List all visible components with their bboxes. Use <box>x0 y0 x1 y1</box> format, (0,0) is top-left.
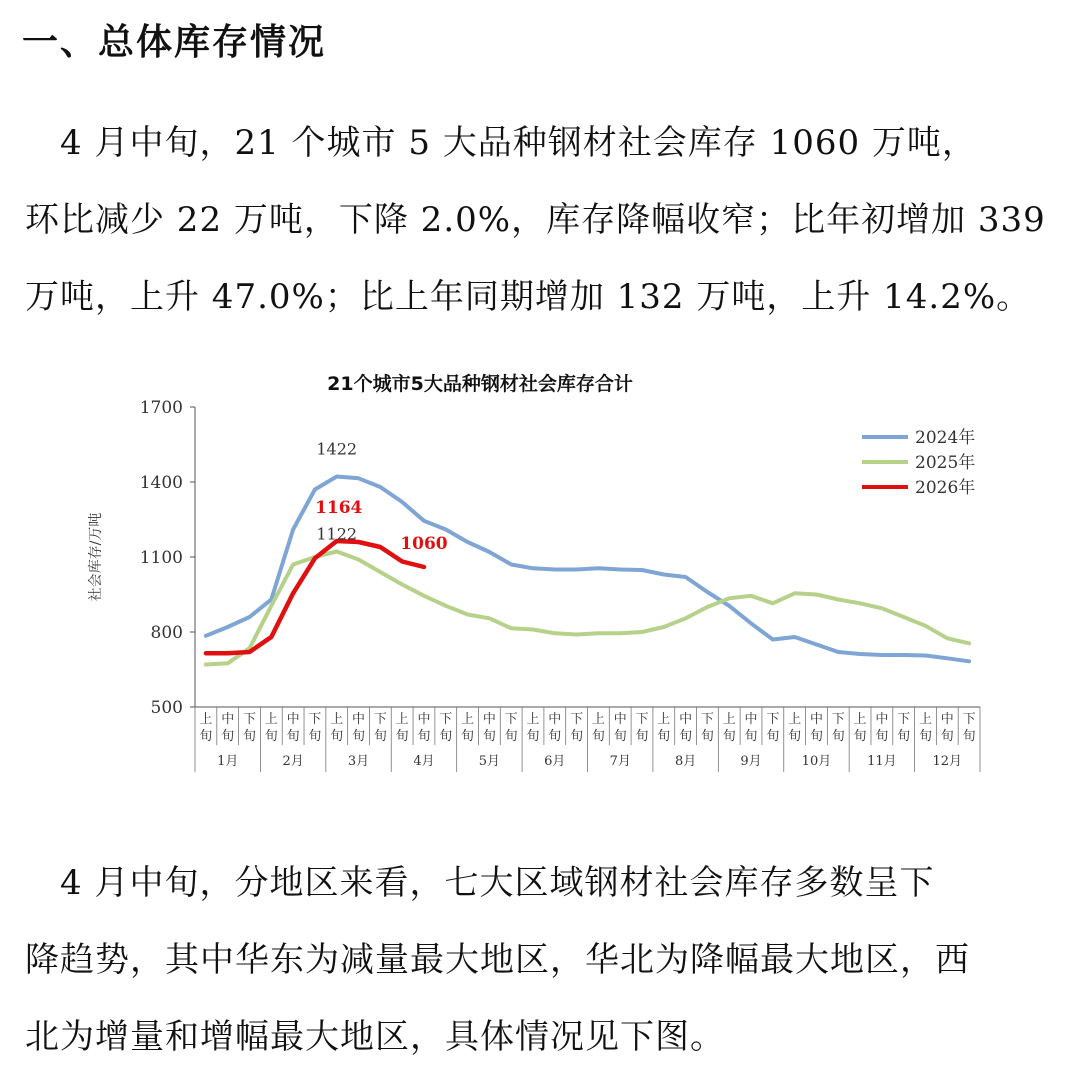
x-period-label: 下旬 <box>504 712 518 744</box>
legend-label: 2024年 <box>915 428 976 448</box>
x-period-label: 上旬 <box>461 712 475 744</box>
inventory-chart <box>60 362 1020 782</box>
y-tick-label: 1100 <box>139 548 183 568</box>
x-period-label: 上旬 <box>526 712 540 744</box>
paragraph-regional <box>25 845 1073 1076</box>
x-period-label: 中旬 <box>352 712 366 744</box>
chart-svg <box>60 362 1020 782</box>
x-period-label: 下旬 <box>831 712 845 744</box>
x-month-label: 5月 <box>478 754 501 769</box>
data-label: 1060 <box>400 534 448 554</box>
y-tick-label: 800 <box>150 623 183 643</box>
x-period-label: 上旬 <box>657 712 671 744</box>
x-month-label: 9月 <box>740 754 762 769</box>
x-period-label: 下旬 <box>439 712 453 744</box>
x-period-label: 上旬 <box>591 712 605 744</box>
x-period-label: 下旬 <box>570 712 584 744</box>
x-period-label: 中旬 <box>809 712 823 744</box>
paragraph-line: 降趋势，其中华东为减量最大地区，华北为降幅最大地区，西 <box>25 940 970 980</box>
paragraph-line: 北为增量和增幅最大地区，具体情况见下图。 <box>25 1017 725 1057</box>
data-label: 1422 <box>316 439 358 459</box>
data-label: 1164 <box>315 498 363 518</box>
x-period-label: 下旬 <box>766 712 780 744</box>
legend-label: 2026年 <box>915 478 976 498</box>
x-period-label: 中旬 <box>613 712 627 744</box>
x-period-label: 中旬 <box>286 712 300 744</box>
x-period-label: 上旬 <box>853 712 867 744</box>
x-period-label: 中旬 <box>221 712 235 744</box>
x-period-label: 上旬 <box>264 712 278 744</box>
x-period-label: 中旬 <box>875 712 889 744</box>
y-tick-label: 1700 <box>139 398 183 418</box>
x-period-label: 下旬 <box>700 712 714 744</box>
y-tick-label: 500 <box>150 698 183 718</box>
x-period-label: 上旬 <box>918 712 932 744</box>
x-period-label: 下旬 <box>308 712 322 744</box>
y-tick-label: 1400 <box>139 473 183 493</box>
x-period-label: 中旬 <box>417 712 431 744</box>
paragraph-line: 4 月中旬，21 个城市 5 大品种钢材社会库存 1060 万吨， <box>25 123 977 163</box>
x-month-label: 10月 <box>801 754 832 769</box>
x-period-label: 中旬 <box>548 712 562 744</box>
x-month-label: 12月 <box>932 754 963 769</box>
x-month-label: 4月 <box>413 754 435 769</box>
x-month-label: 3月 <box>347 754 370 769</box>
x-period-label: 下旬 <box>897 712 911 744</box>
x-period-label: 上旬 <box>330 712 344 744</box>
x-period-label: 上旬 <box>395 712 409 744</box>
x-period-label: 上旬 <box>788 712 802 744</box>
x-period-label: 下旬 <box>373 712 387 744</box>
chart-title: 21个城市5大品种钢材社会库存合计 <box>327 373 633 395</box>
x-month-label: 6月 <box>544 754 566 769</box>
x-month-label: 7月 <box>609 754 631 769</box>
x-month-label: 2月 <box>282 754 304 769</box>
paragraph-line: 4 月中旬，分地区来看，七大区域钢材社会库存多数呈下 <box>25 863 935 903</box>
x-month-label: 8月 <box>674 754 697 769</box>
series-line-2026 <box>206 541 424 653</box>
x-period-label: 下旬 <box>635 712 649 744</box>
x-period-label: 中旬 <box>940 712 954 744</box>
paragraph-line: 环比减少 22 万吨，下降 2.0%，库存降幅收窄；比年初增加 339 <box>25 200 1046 240</box>
x-period-label: 下旬 <box>243 712 257 744</box>
section-heading: 一、总体库存情况 <box>22 22 327 63</box>
legend-label: 2025年 <box>915 453 976 473</box>
x-period-label: 上旬 <box>722 712 736 744</box>
x-period-label: 中旬 <box>744 712 758 744</box>
paragraph-line: 万吨，上升 47.0%；比上年同期增加 132 万吨，上升 14.2%。 <box>25 277 1032 317</box>
y-axis-label: 社会库存/万吨 <box>88 512 104 602</box>
x-period-label: 中旬 <box>679 712 693 744</box>
x-month-label: 1月 <box>217 754 239 769</box>
x-month-label: 11月 <box>867 754 897 769</box>
x-period-label: 下旬 <box>962 712 976 744</box>
paragraph-summary <box>25 105 1073 336</box>
data-label: 1122 <box>316 524 358 544</box>
x-period-label: 中旬 <box>482 712 496 744</box>
x-period-label: 上旬 <box>199 712 213 744</box>
